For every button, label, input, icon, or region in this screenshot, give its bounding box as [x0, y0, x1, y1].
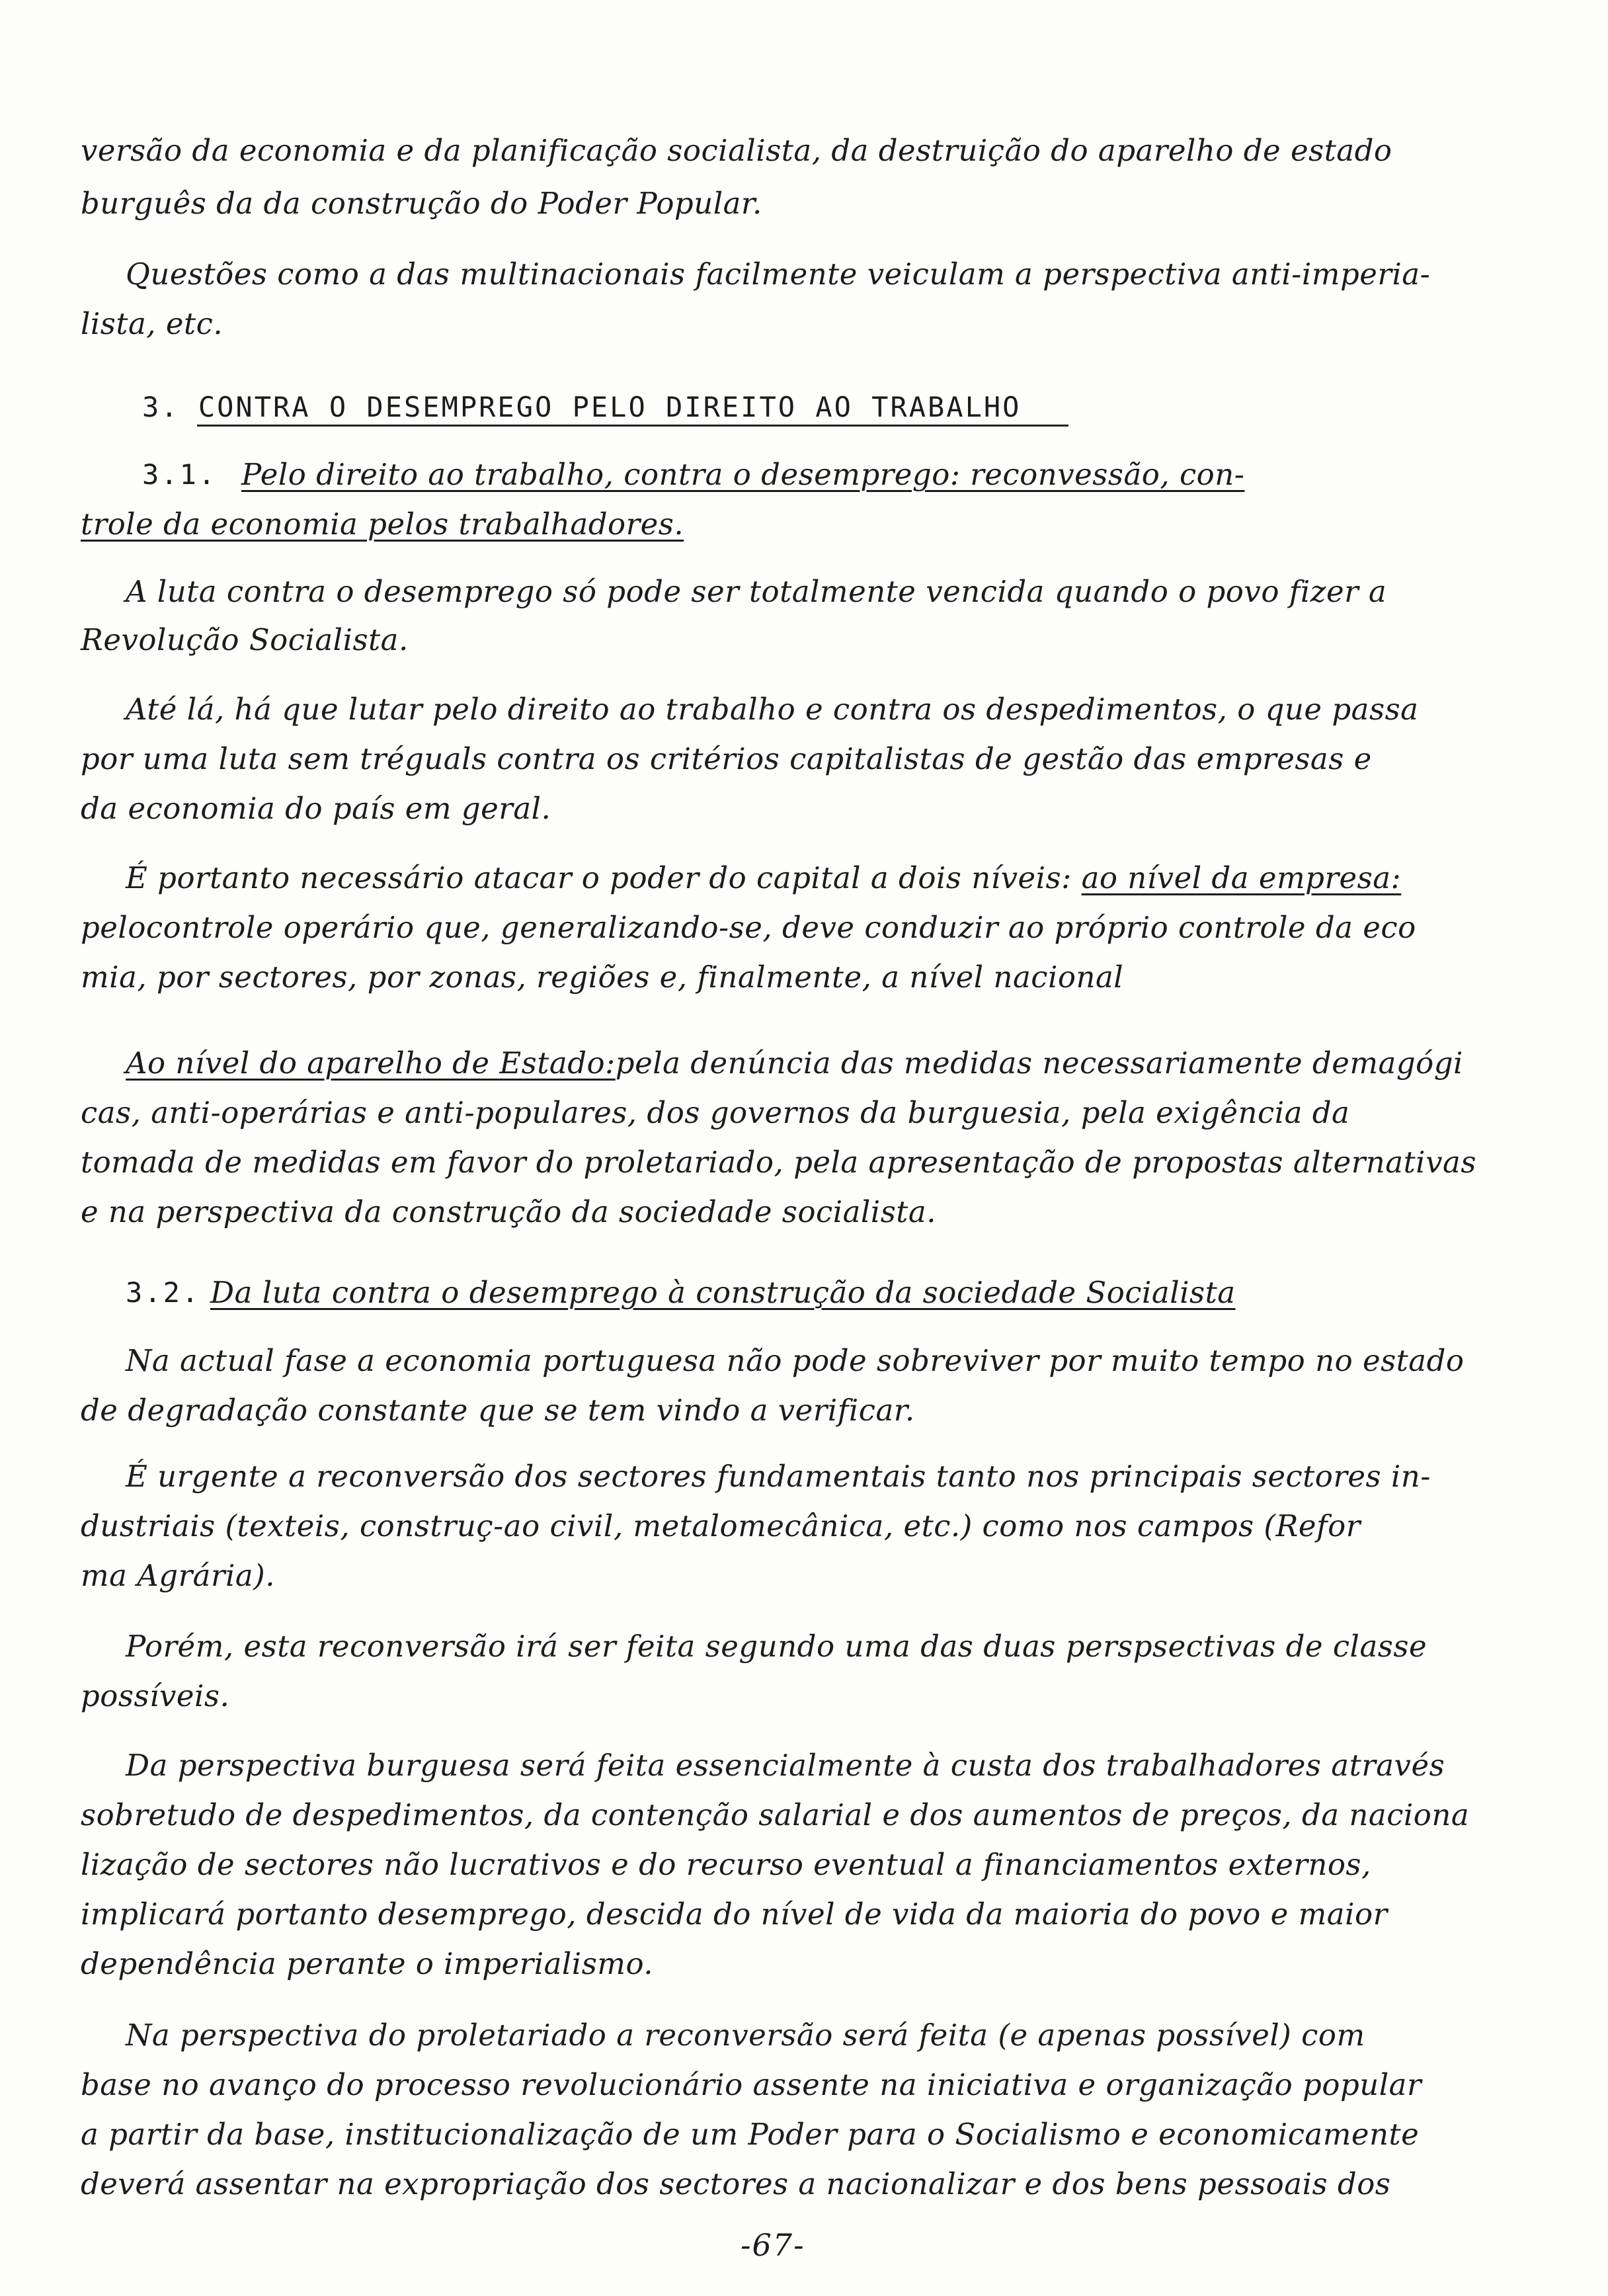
text-line: dustriais (texteis, construç-ao civil, metalomecânica, etc.) como nos campos (Refor	[81, 1508, 1361, 1543]
text-line: deverá assentar na expropriação dos sectores a nacionalizar e dos bens pessoais dos	[81, 2166, 1391, 2201]
subsection-heading-3-1-cont: trole da economia pelos trabalhadores.	[81, 507, 684, 542]
text-line: lista, etc.	[81, 306, 223, 341]
text-line: É urgente a reconversão dos sectores fundamentais tanto nos principais sectores in-	[126, 1459, 1431, 1494]
text-line: de degradação constante que se tem vindo a verificar.	[81, 1393, 915, 1428]
text-line: possíveis.	[81, 1678, 230, 1713]
text-line: por uma luta sem tréguals contra os critérios capitalistas de gestão das empresas e	[81, 741, 1372, 776]
section-heading-3	[142, 388, 1021, 427]
text-line: versão da economia e da planificação socialista, da destruição do aparelho de estado	[81, 133, 1392, 168]
text-line: Da perspectiva burguesa será feita essencialmente à custa dos trabalhadores através	[126, 1748, 1445, 1783]
text-line: Revolução Socialista.	[81, 622, 409, 657]
subsection-number-3-1: 3.1.	[142, 458, 218, 491]
underlined-phrase: ao nível da empresa:	[1081, 860, 1402, 895]
text-line: mia, por sectores, por zonas, regiões e, finalmente, a nível nacional	[81, 960, 1124, 995]
text-line: sobretudo de despedimentos, da contenção salarial e dos aumentos de preços, da naciona	[81, 1797, 1470, 1832]
text-line: implicará portanto desemprego, descida do nível de vida da maioria do povo e maior	[81, 1897, 1388, 1932]
text-span: É portanto necessário atacar o poder do capital a dois níveis:	[126, 860, 1082, 895]
subsection-heading-3-2: Da luta contra o desemprego à construção da sociedade Socialista	[210, 1275, 1236, 1310]
section-heading-3-text: 3. CONTRA O DESEMPREGO PELO DIREITO AO TRABALHO	[142, 391, 1022, 423]
text-line: e na perspectiva da construção da sociedade socialista.	[81, 1194, 937, 1229]
text-line: Questões como a das multinacionais facilmente veiculam a perspectiva anti-imperia-	[126, 257, 1431, 292]
text-line: Até lá, há que lutar pelo direito ao trabalho e contra os despedimentos, o que passa	[126, 692, 1419, 727]
subsection-number-3-2: 3.2.	[126, 1276, 201, 1309]
underlined-phrase: Ao nível do aparelho de Estado:	[126, 1046, 616, 1081]
text-line: cas, anti-operárias e anti-populares, dos governos da burguesia, pela exigência da	[81, 1095, 1350, 1130]
text-line	[126, 1044, 1463, 1083]
text-line: pelocontrole operário que, generalizando-se, deve conduzir ao próprio controle da eco	[81, 910, 1416, 945]
text-line: A luta contra o desemprego só pode ser totalmente vencida quando o povo fizer a	[126, 574, 1387, 609]
text-line: burguês da da construção do Poder Popular.	[81, 186, 762, 221]
text-line: a partir da base, institucionalização de um Poder para o Socialismo e economicamente	[81, 2117, 1420, 2152]
text-line: Na actual fase a economia portuguesa não pode sobreviver por muito tempo no estado	[126, 1343, 1465, 1378]
text-line: lização de sectores não lucrativos e do recurso eventual a financiamentos externos,	[81, 1847, 1371, 1882]
subsection-heading-3-1: Pelo direito ao trabalho, contra o desemprego: reconvessão, con-	[241, 457, 1245, 492]
text-span: pela denúncia das medidas necessariamente demagógi	[615, 1046, 1463, 1081]
text-line: tomada de medidas em favor do proletariado, pela apresentação de propostas alternativas	[81, 1145, 1476, 1180]
text-line: Porém, esta reconversão irá ser feita segundo uma das duas perspsectivas de classe	[126, 1629, 1427, 1664]
heading-underline	[197, 425, 1068, 427]
text-line: Na perspectiva do proletariado a reconversão será feita (e apenas possível) com	[126, 2018, 1365, 2053]
page-number: -67-	[741, 2227, 805, 2263]
text-line: ma Agrária).	[81, 1558, 276, 1593]
text-line	[126, 858, 1401, 898]
text-line: dependência perante o imperialismo.	[81, 1946, 654, 1981]
text-line: da economia do país em geral.	[81, 791, 551, 826]
text-line: base no avanço do processo revolucionário assente na iniciativa e organização popular	[81, 2067, 1422, 2102]
